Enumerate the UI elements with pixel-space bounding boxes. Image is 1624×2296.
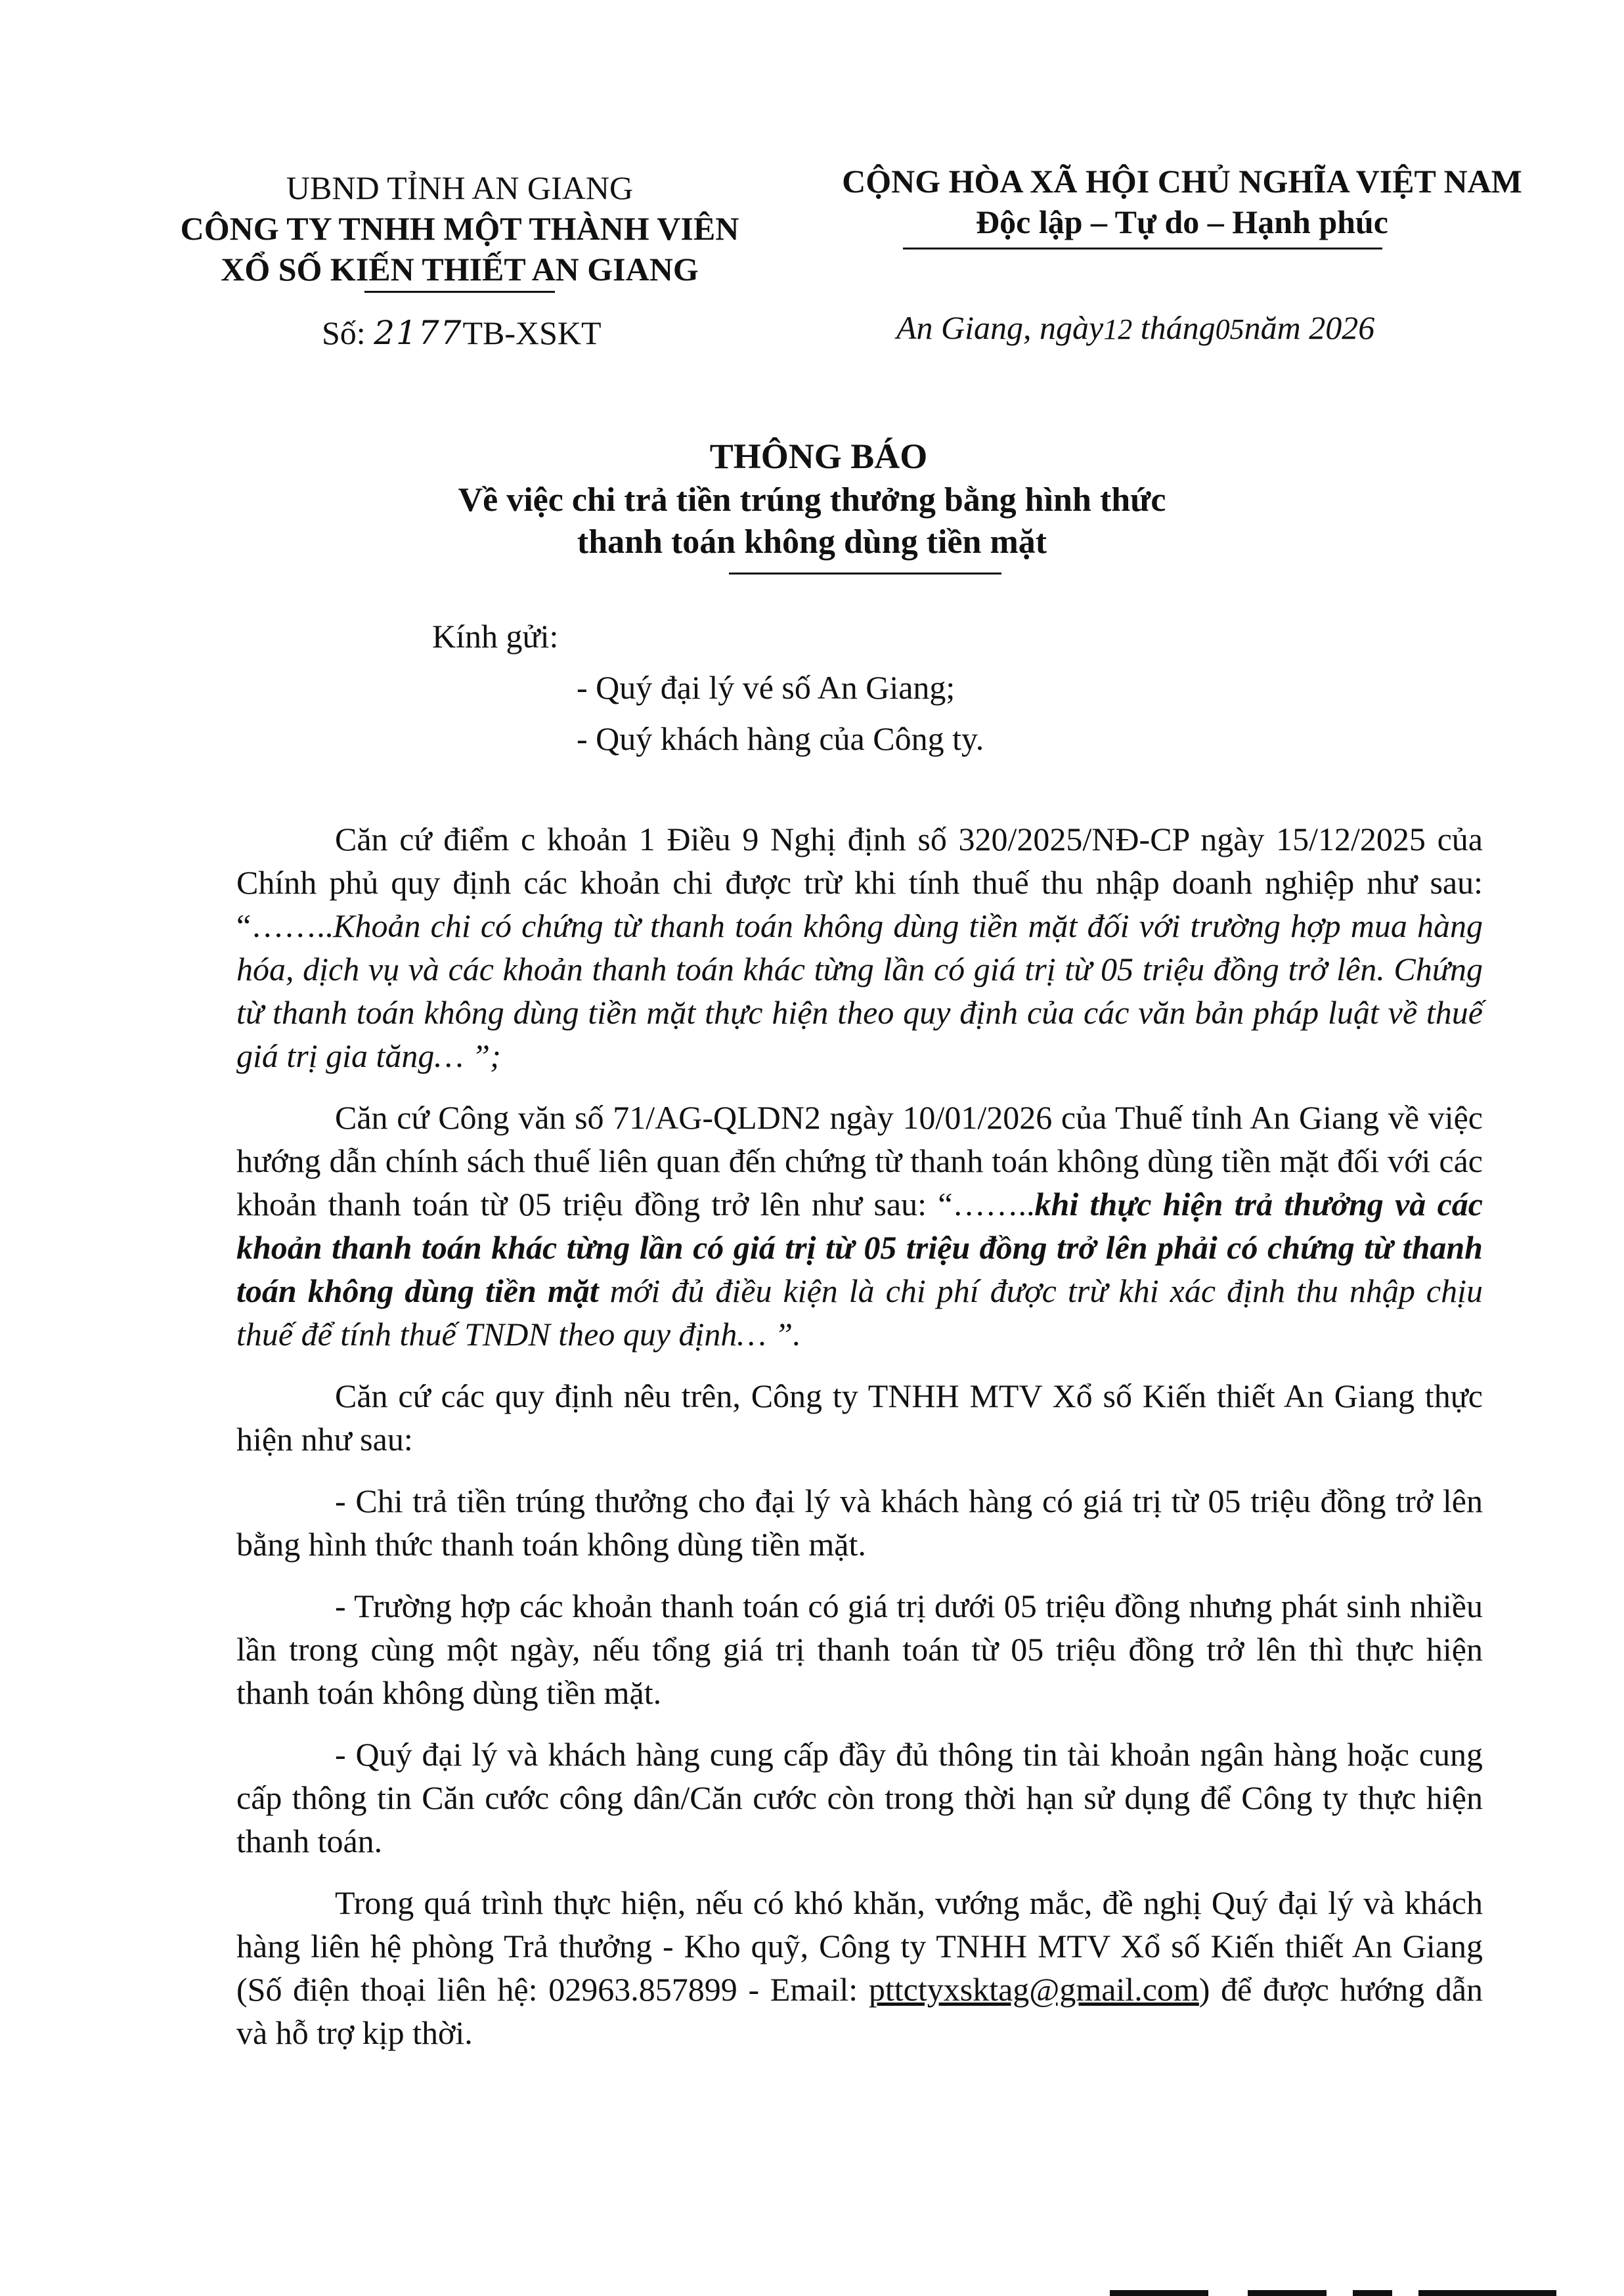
motto-underline xyxy=(903,248,1382,249)
scan-edge-mark xyxy=(1110,2290,1208,2296)
notice-subject-line1: Về việc chi trả tiền trúng thưởng bằng hình thức xyxy=(458,481,1166,519)
notice-title: THÔNG BÁO xyxy=(709,437,928,476)
tax-letter-intro: Căn cứ Công văn số 71/AG-QLDN2 ngày 10/01/2026 của Thuế tỉnh An Giang về việc hướng dẫn chính sách thuế liên quan đến chứng từ thanh toán không dùng tiền mặt đối với các khoản thanh toán từ 05 triệu đồng trở lên như sau: “…….. xyxy=(236,1099,1483,1223)
notice-subject-line2: thanh toán không dùng tiền mặt xyxy=(577,523,1047,561)
recipient-item: - Quý đại lý vé số An Giang; xyxy=(577,669,955,706)
paragraph-decree-basis xyxy=(236,817,1483,1077)
notice-body xyxy=(236,817,1483,2073)
contact-text: Trong quá trình thực hiện, nếu có khó khăn, vướng mắc, đề nghị Quý đại lý và khách hàng liên hệ phòng Trả thưởng - Kho quỹ, Công ty TNHH MTV Xổ số Kiến thiết An Giang (Số điện thoại liên hệ: 02963.857899 - Email: xyxy=(236,1884,1483,2008)
doc-number-handwritten: 2177 xyxy=(374,314,463,352)
paragraph-tax-office-basis xyxy=(236,1096,1483,1356)
recipient-item: - Quý khách hàng của Công ty. xyxy=(577,720,984,757)
nation-motto: Độc lập – Tự do – Hạnh phúc xyxy=(976,204,1388,240)
paragraph-rule-2: - Trường hợp các khoản thanh toán có giá trị dưới 05 triệu đồng nhưng phát sinh nhiều lần trong cùng một ngày, nếu tổng giá trị thanh toán từ 05 triệu đồng trở lên thì thực hiện thanh toán không dùng tiền mặt. xyxy=(236,1588,1483,1711)
paragraph-rule-1: - Chi trả tiền trúng thưởng cho đại lý và khách hàng có giá trị từ 05 triệu đồng trở lên bằng hình thức thanh toán không dùng tiền mặt. xyxy=(236,1483,1483,1563)
document-number xyxy=(322,314,602,352)
issuer-underline xyxy=(364,291,555,293)
scan-edge-mark xyxy=(1418,2290,1556,2296)
tax-letter-quote-end: mới đủ điều kiện là chi phí được trừ khi xác định thu nhập chịu thuế để tính thuế TNDN theo quy định… ”. xyxy=(236,1272,1483,1353)
issuer-block xyxy=(131,167,788,293)
notice-title-block xyxy=(0,433,1624,574)
recipients xyxy=(432,611,984,764)
paragraph-contact xyxy=(236,1881,1483,2054)
doc-number-label: Số: xyxy=(322,314,366,351)
issue-date xyxy=(896,309,1374,347)
issuer-name-line1: CÔNG TY TNHH MỘT THÀNH VIÊN xyxy=(180,210,739,247)
contact-email-link[interactable]: pttctyxsktag@gmail.com xyxy=(868,1971,1199,2008)
recipients-label: Kính gửi: xyxy=(432,618,559,655)
paragraph-rule-3: - Quý đại lý và khách hàng cung cấp đầy đủ thông tin tài khoản ngân hàng hoặc cung cấp thông tin Căn cước công dân/Căn cước còn trong thời hạn sử dụng để Công ty thực hiện thanh toán. xyxy=(236,1736,1483,1859)
date-year: năm 2026 xyxy=(1244,309,1375,346)
decree-quote: Khoản chi có chứng từ thanh toán không dùng tiền mặt đối với trường hợp mua hàng hóa, dịch vụ và các khoản thanh toán khác từng lần có giá trị từ 05 triệu đồng trở lên. Chứng từ thanh toán không dùng tiền mặt thực hiện theo quy định của các văn bản pháp luật về thuế giá trị gia tăng… ”; xyxy=(236,907,1483,1074)
decree-intro: Căn cứ điểm c khoản 1 Điều 9 Nghị định số 320/2025/NĐ-CP ngày 15/12/2025 của Chính phủ quy định các khoản chi được trừ khi tính thuế thu nhập doanh nghiệp như sau: “…….. xyxy=(236,821,1483,944)
issuer-name-line2: XỔ SỐ KIẾN THIẾT AN GIANG xyxy=(221,251,699,288)
tax-letter-emphasis: khi thực hiện trả thưởng và các khoản thanh toán khác từng lần có giá trị từ 05 triệu đồng trở lên phải có chứng từ thanh toán không dùng tiền mặt xyxy=(236,1186,1483,1309)
date-month-label: tháng xyxy=(1140,309,1216,346)
scan-edge-mark xyxy=(1248,2290,1327,2296)
issuer-parent: UBND TỈNH AN GIANG xyxy=(286,169,634,206)
date-month-handwritten: 05 xyxy=(1215,313,1244,345)
nation-block xyxy=(788,161,1576,249)
paragraph-implementation: Căn cứ các quy định nêu trên, Công ty TNHH MTV Xổ số Kiến thiết An Giang thực hiện như sau: xyxy=(236,1377,1483,1458)
date-place: An Giang, ngày xyxy=(896,309,1104,346)
scan-edge-mark xyxy=(1353,2290,1392,2296)
nation-name: CỘNG HÒA XÃ HỘI CHỦ NGHĨA VIỆT NAM xyxy=(842,163,1522,200)
date-day-handwritten: 12 xyxy=(1103,313,1133,345)
contact-text-end: ) để được hướng dẫn và hỗ trợ kịp thời. xyxy=(236,1971,1483,2051)
doc-number-suffix: TB-XSKT xyxy=(462,314,602,351)
title-underline xyxy=(729,573,1001,574)
